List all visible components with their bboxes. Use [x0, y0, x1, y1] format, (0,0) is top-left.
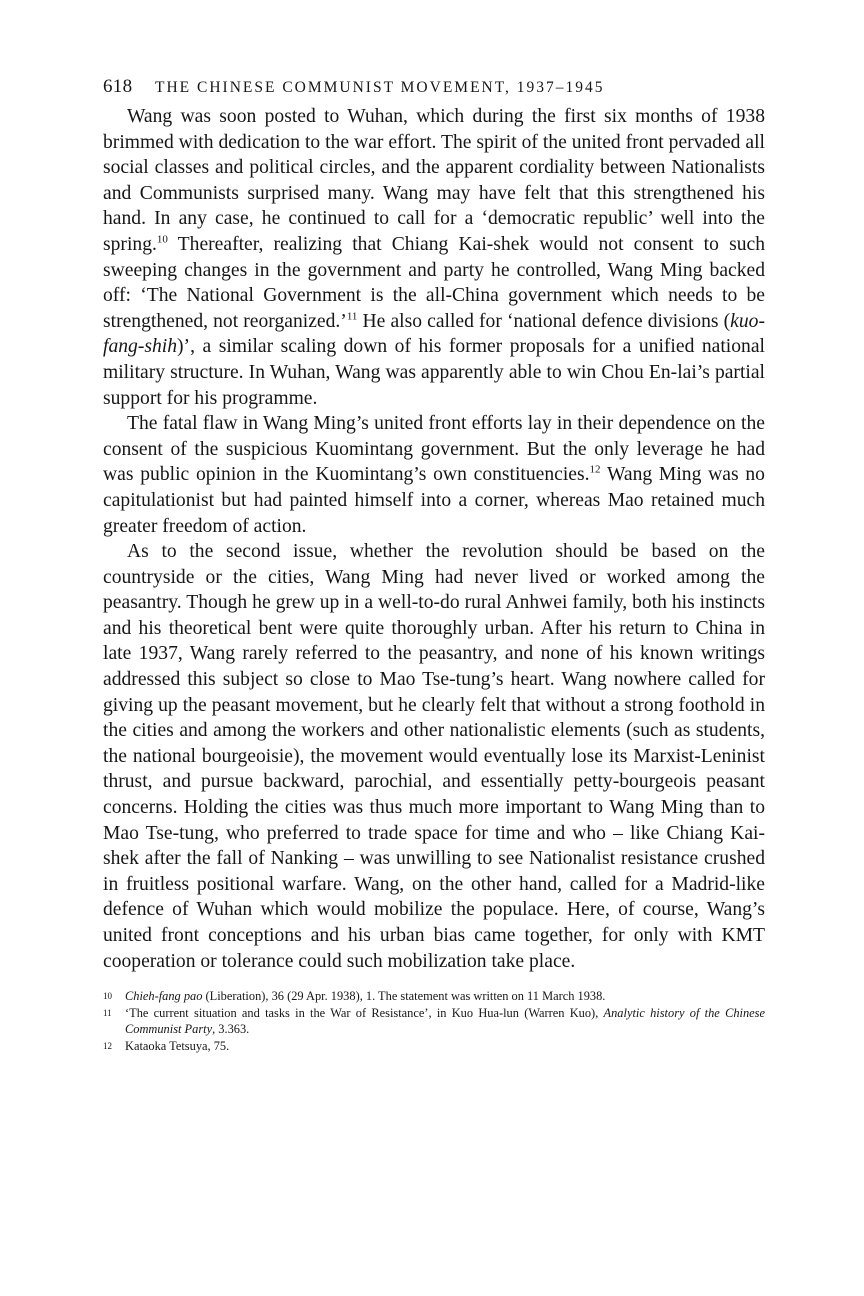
paragraph-1 — [103, 104, 765, 411]
footnote-11 — [103, 1005, 765, 1038]
footnote-10 — [103, 988, 765, 1005]
footnotes — [103, 988, 765, 1054]
footnote-text-a: ‘The current situation and tasks in the War of Resistance’, in Kuo Hua-lun (Warren Kuo), — [125, 1005, 604, 1020]
running-header — [103, 76, 765, 98]
footnote-text-b: , 3.363. — [212, 1022, 250, 1037]
paragraph-1-text-d: )’, a similar scaling down of his former proposals for a unified national military structure. In Wuhan, Wang was apparently able to win Chou En-lai’s partial support for his programme. — [103, 336, 765, 409]
footnote-number: 12 — [103, 1040, 112, 1051]
footnote-italic-title: Analytic history of the Chinese Communist Party — [125, 1005, 765, 1037]
footnote-number: 11 — [103, 1007, 112, 1018]
running-title: THE CHINESE COMMUNIST MOVEMENT, 1937–1945 — [155, 79, 605, 96]
footnote-12 — [103, 1038, 765, 1055]
footnote-ref-12[interactable]: 12 — [589, 463, 601, 476]
paragraph-1-italic-term: kuo-fang-shih — [103, 310, 765, 358]
paragraph-1-text-c: He also called for ‘national defence divisions ( — [357, 310, 731, 332]
page — [103, 76, 765, 1054]
footnote-text: (Liberation), 36 (29 Apr. 1938), 1. The statement was written on 11 March 1938. — [202, 989, 606, 1004]
paragraph-3: As to the second issue, whether the revolution should be based on the countryside or the cities, Wang Ming had never lived or worked among the peasantry. Though he grew up in a well-to-do rural Anhwei family, both his instincts and his theoretical bent were quite thoroughly urban. After his return to China in late 1937, Wang rarely referred to the peasantry, and none of his known writings addressed this subject so close to Mao Tse-tung’s heart. Wang nowhere called for giving up the peasant movement, but he clearly felt that without a strong foothold in the cities and among the workers and other nationalistic elements (such as students, the national bourgeoisie), the movement would eventually lose its Marxist-Leninist thrust, and pursue backward, parochial, and essentially petty-bourgeois peasant concerns. Holding the cities was thus much more important to Wang Ming than to Mao Tse-tung, who preferred to trade space for time and who – like Chiang Kai-shek after the fall of Nanking – was unwilling to see Nationalist resistance crushed in fruitless positional warfare. Wang, on the other hand, called for a Madrid-like defence of Wuhan which would mobilize the populace. Here, of course, Wang’s united front conceptions and his urban bias came together, for only with KMT cooperation or tolerance could such mobilization take place. — [103, 541, 765, 972]
paragraph-2-text-a: The fatal flaw in Wang Ming’s united front efforts lay in their dependence on the consent of the suspicious Kuomintang government. But the only leverage he had was public opinion in the Kuomintang’s own constituencies. — [103, 413, 765, 486]
footnote-italic-title: Chieh-fang pao — [125, 989, 203, 1004]
paragraph-1-text-a: Wang was soon posted to Wuhan, which during the first six months of 1938 brimmed with dedication to the war effort. The spirit of the united front pervaded all social classes and political circles, and the apparent cordiality between Nationalists and Communists surprised many. Wang may have felt that this strengthened his hand. In any case, he continued to call for a ‘democratic republic’ well into the spring. — [103, 106, 765, 255]
paragraph-2 — [103, 411, 765, 539]
paragraph-1-text-b: Thereafter, realizing that Chiang Kai-shek would not consent to such sweeping changes in the government and party he controlled, Wang Ming backed off: ‘The National Government is the all-China government which needs to be strengthened, not reorganized.’ — [103, 233, 765, 332]
footnote-text: Kataoka Tetsuya, 75. — [125, 1038, 230, 1053]
footnote-ref-11[interactable]: 11 — [346, 310, 358, 323]
paragraph-2-text-b: Wang Ming was no capitulationist but had painted himself into a corner, whereas Mao retained much greater freedom of action. — [103, 464, 765, 537]
body-text — [103, 104, 765, 974]
page-number: 618 — [103, 76, 133, 97]
footnote-ref-10[interactable]: 10 — [156, 233, 168, 246]
footnote-number: 10 — [103, 991, 112, 1002]
